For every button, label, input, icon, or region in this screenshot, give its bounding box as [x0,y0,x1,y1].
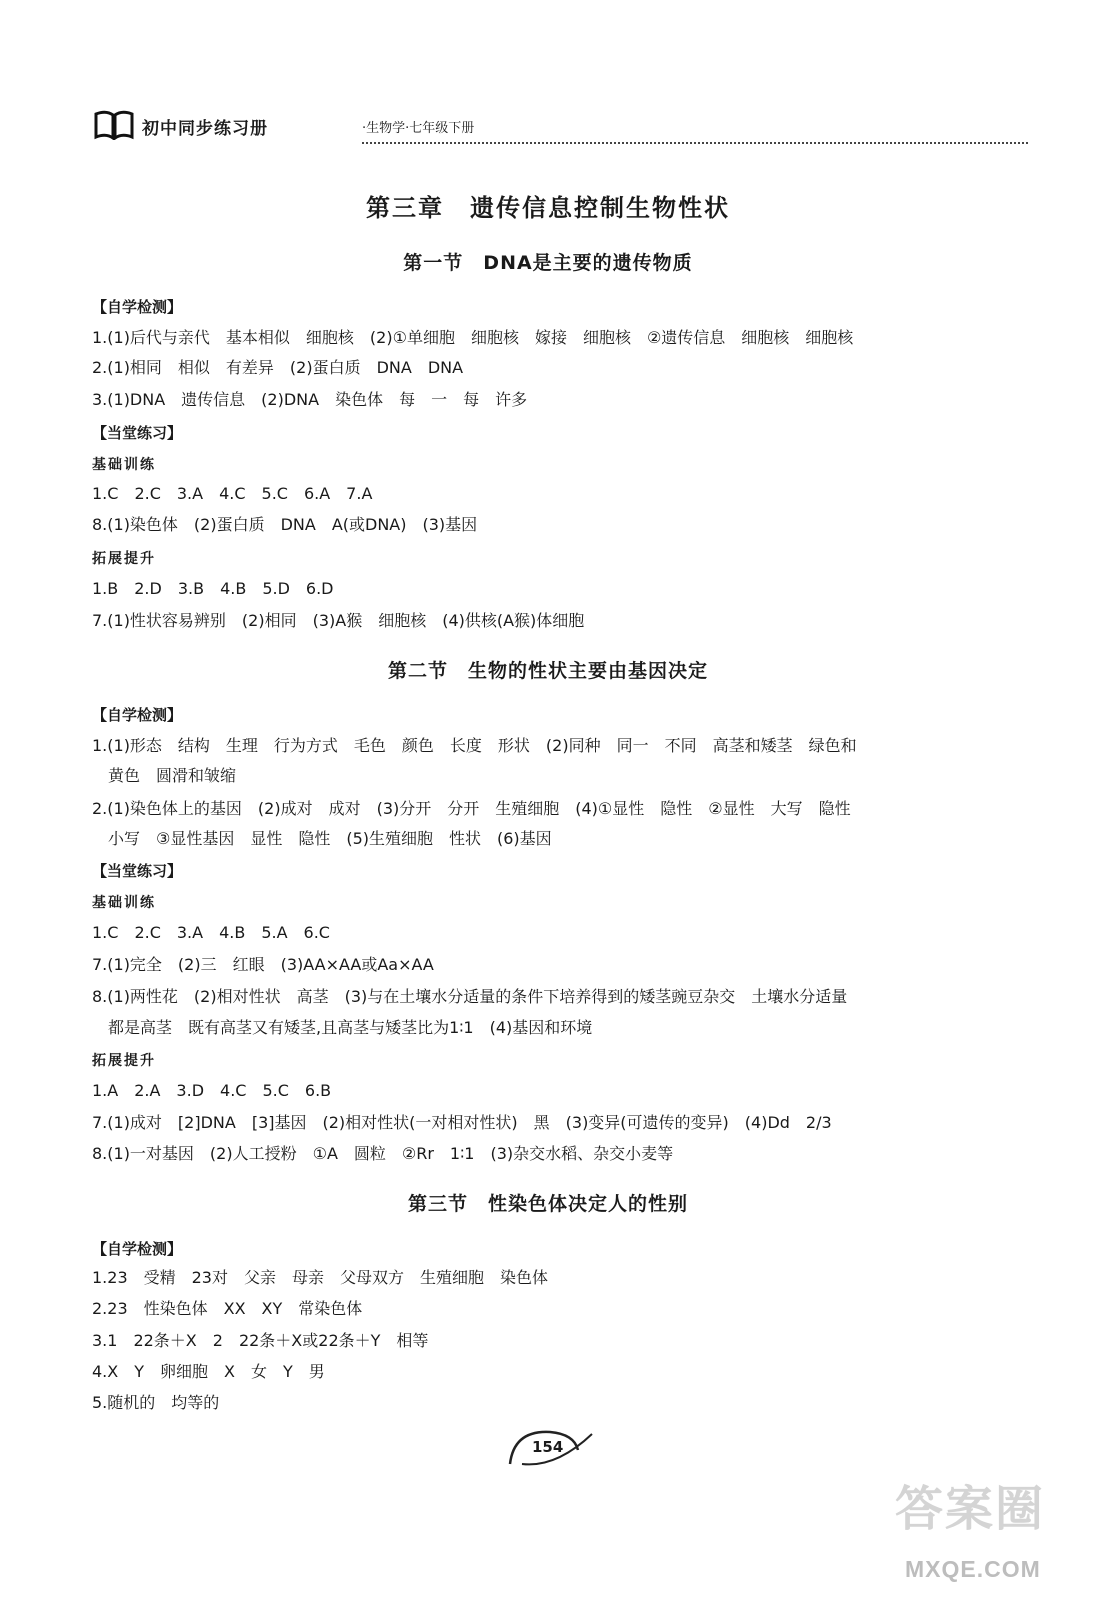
watermark-url: MXQE.COM [905,1556,1041,1582]
basic-training-label: 基础训练 [92,457,156,473]
extension-label: 拓展提升 [92,551,156,567]
answer-line: 4.X Y 卵细胞 X 女 Y 男 [92,1362,325,1381]
answer-line: 1.(1)形态 结构 生理 行为方式 毛色 颜色 长度 形状 (2)同种 同一 不同 高茎和矮茎 绿色和 [92,736,857,755]
answer-line: 2.(1)相同 相似 有差异 (2)蛋白质 DNA DNA [92,358,464,377]
page-number-badge [504,1420,596,1470]
answer-line: 7.(1)完全 (2)三 红眼 (3)AA×AA或Aa×AA [92,955,434,974]
answer-line: 3.(1)DNA 遗传信息 (2)DNA 染色体 每 一 每 许多 [92,390,528,409]
answer-line: 2.23 性染色体 XX XY 常染色体 [92,1299,363,1318]
section-title-3: 第三节 性染色体决定人的性别 [407,1193,688,1215]
answer-line: 5.随机的 均等的 [92,1393,220,1412]
header-rule [362,142,1028,144]
basic-training-label: 基础训练 [92,895,156,911]
answer-line: 3.1 22条＋X 2 22条＋X或22条＋Y 相等 [92,1331,429,1350]
book-subtitle: ·生物学·七年级下册 [362,121,475,136]
self-check-label: 【自学检测】 [92,1240,183,1258]
section-title-1: 第一节 DNA是主要的遗传物质 [403,252,693,274]
book-icon [92,110,136,140]
page-header [92,108,1028,144]
answer-line: 1.B 2.D 3.B 4.B 5.D 6.D [92,579,334,598]
page-number: 154 [532,1438,564,1456]
answer-line-cont: 黄色 圆滑和皱缩 [108,766,237,785]
book-title: 初中同步练习册 [142,119,268,139]
section-title-2: 第二节 生物的性状主要由基因决定 [387,660,708,682]
self-check-label: 【自学检测】 [92,706,183,724]
watermark-logo: 答案圈 [895,1481,1046,1537]
classroom-practice-label: 【当堂练习】 [92,424,183,442]
extension-label: 拓展提升 [92,1053,156,1069]
answer-line: 1.A 2.A 3.D 4.C 5.C 6.B [92,1081,332,1100]
answer-line: 1.23 受精 23对 父亲 母亲 父母双方 生殖细胞 染色体 [92,1268,548,1287]
classroom-practice-label: 【当堂练习】 [92,862,183,880]
self-check-label: 【自学检测】 [92,298,183,316]
answer-line: 1.(1)后代与亲代 基本相似 细胞核 (2)①单细胞 细胞核 嫁接 细胞核 ②遗传信息 细胞核 细胞核 [92,328,854,347]
chapter-title: 第三章 遗传信息控制生物性状 [366,194,730,222]
watermark [895,1470,1075,1590]
answer-line: 1.C 2.C 3.A 4.B 5.A 6.C [92,923,330,942]
answer-line: 8.(1)染色体 (2)蛋白质 DNA A(或DNA) (3)基因 [92,515,478,534]
answer-line-cont: 都是高茎 既有高茎又有矮茎,且高茎与矮茎比为1∶1 (4)基因和环境 [108,1018,593,1037]
answer-line: 2.(1)染色体上的基因 (2)成对 成对 (3)分开 分开 生殖细胞 (4)①显性 隐性 ②显性 大写 隐性 [92,799,851,818]
answer-line-cont: 小写 ③显性基因 显性 隐性 (5)生殖细胞 性状 (6)基因 [108,829,552,848]
answer-line: 7.(1)成对 [2]DNA [3]基因 (2)相对性状(一对相对性状) 黑 (3)变异(可遗传的变异) (4)Dd 2/3 [92,1113,832,1132]
answer-line: 8.(1)两性花 (2)相对性状 高茎 (3)与在土壤水分适量的条件下培养得到的矮茎豌豆杂交 土壤水分适量 [92,987,848,1006]
answer-line: 7.(1)性状容易辨别 (2)相同 (3)A猴 细胞核 (4)供核(A猴)体细胞 [92,611,585,630]
answer-line: 8.(1)一对基因 (2)人工授粉 ①A 圆粒 ②Rr 1∶1 (3)杂交水稻、杂交小麦等 [92,1144,674,1163]
answer-line: 1.C 2.C 3.A 4.C 5.C 6.A 7.A [92,484,373,503]
